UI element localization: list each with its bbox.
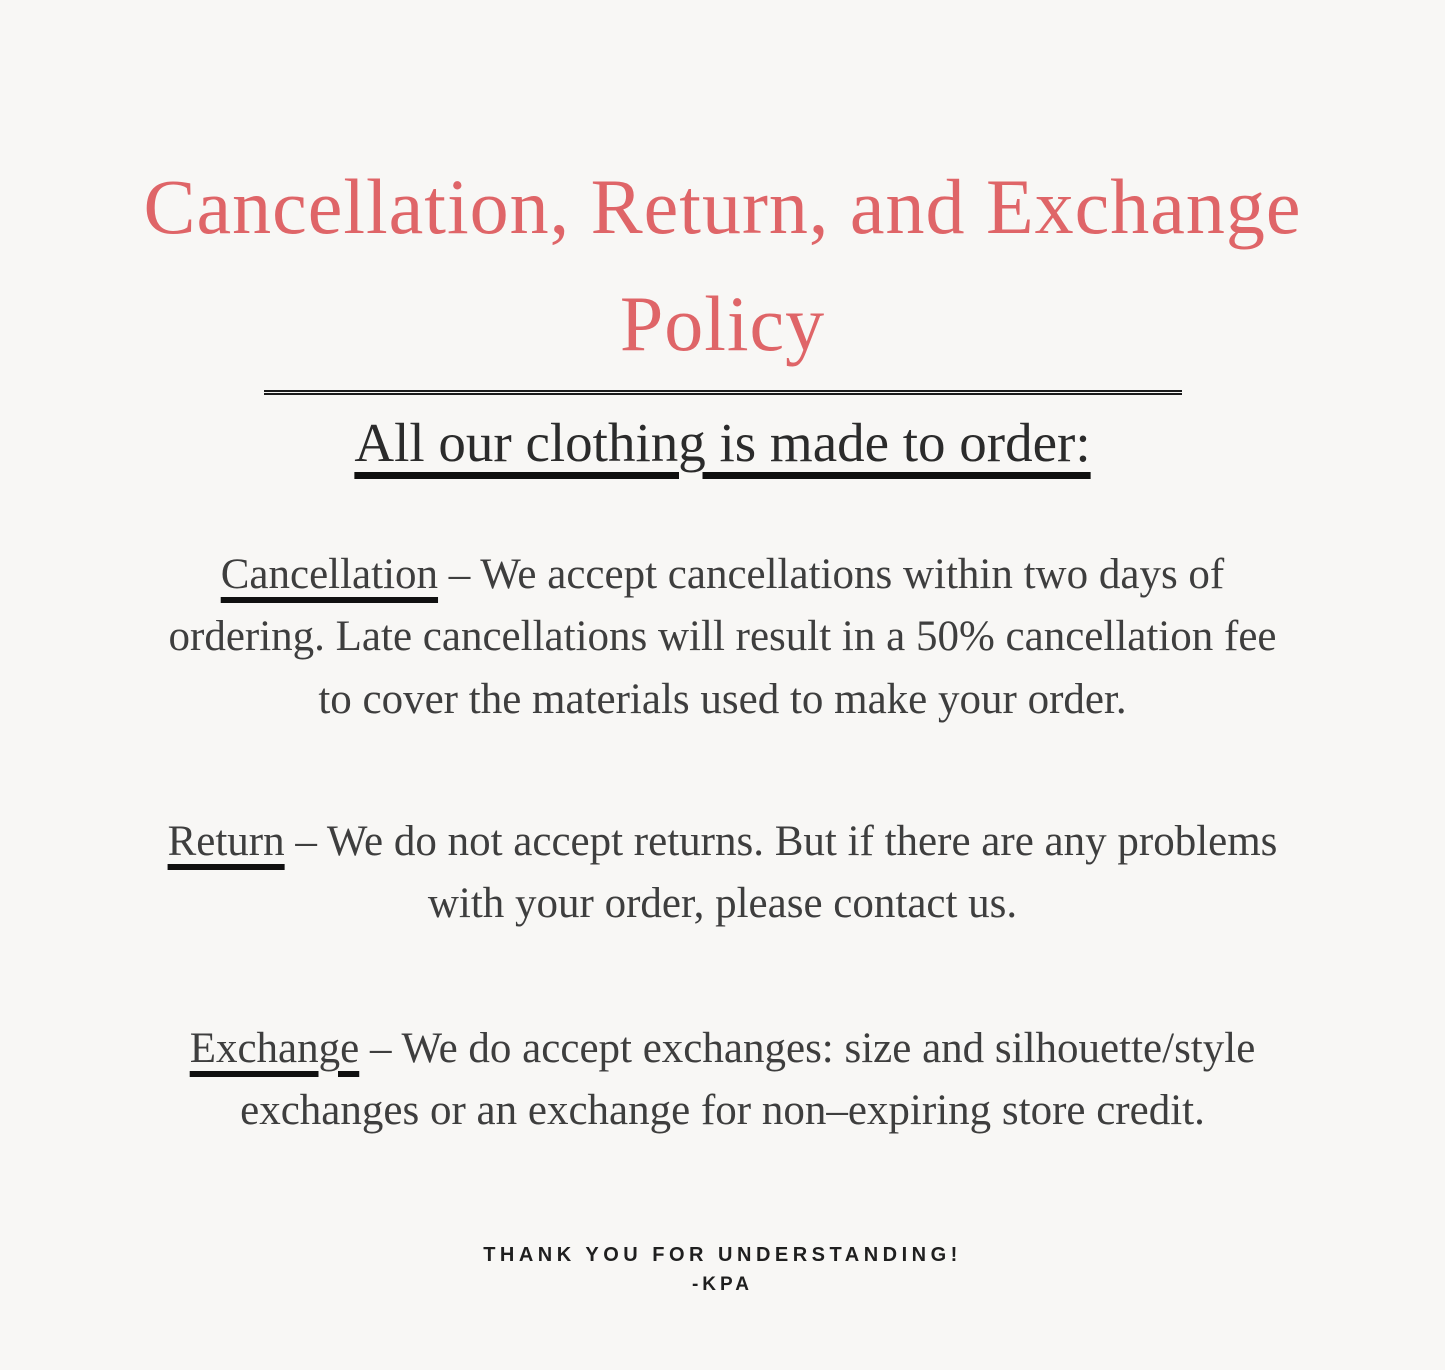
footer-signature: -KPA (691, 1274, 754, 1296)
policy-line (53, 811, 1393, 873)
policy-line: exchanges or an exchange for non–expiring store credit. (240, 1087, 1205, 1135)
title-divider (264, 390, 1182, 395)
made-to-order-subtitle: All our clothing is made to order: (354, 412, 1091, 473)
policy-line (53, 1018, 1393, 1080)
cancellation-term: Cancellation (220, 551, 439, 598)
policy-text: – We accept cancellations within two days of (438, 551, 1225, 598)
footer-thanks-text: THANK YOU FOR UNDERSTANDING! (483, 1244, 962, 1267)
policy-text: – We do accept exchanges: size and silhouette/style (359, 1024, 1256, 1072)
policy-line: to cover the materials used to make your order. (318, 675, 1127, 723)
page-title-line-2: Policy (619, 280, 826, 367)
footer (0, 1244, 1445, 1296)
page-title (0, 148, 1445, 382)
exchange-term: Exchange (189, 1024, 360, 1072)
policy-text: – We do not accept returns. But if there are any problems (284, 818, 1278, 866)
policy-line: ordering. Late cancellations will result in a 50% cancellation fee (168, 613, 1277, 661)
return-term: Return (167, 818, 285, 866)
return-policy-paragraph (53, 811, 1393, 936)
policy-line: with your order, please contact us. (427, 880, 1018, 928)
exchange-policy-paragraph (53, 1018, 1393, 1143)
policy-line (53, 544, 1393, 606)
page-title-line-1: Cancellation, Return, and Exchange (143, 163, 1302, 250)
cancellation-policy-paragraph (53, 544, 1393, 731)
